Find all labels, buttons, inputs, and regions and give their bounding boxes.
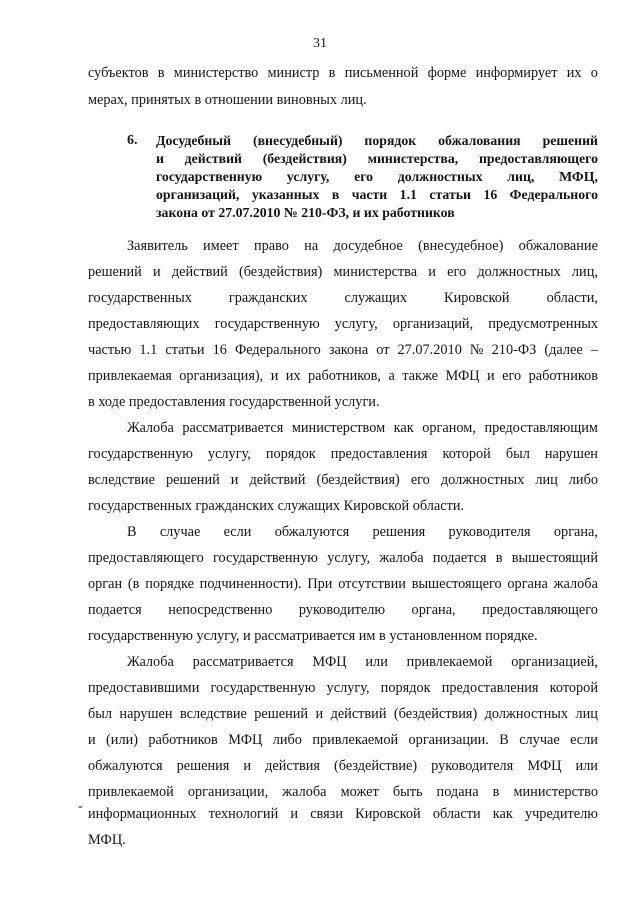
word: их <box>566 65 582 81</box>
word: предоставляющего <box>478 151 598 166</box>
body-line <box>127 237 598 255</box>
word: руководителя <box>431 758 514 774</box>
body-line <box>88 805 598 823</box>
word: (внесудебный) <box>252 133 343 148</box>
section-heading-line <box>156 186 598 204</box>
word: подчиненности). <box>199 576 302 592</box>
word: решения <box>176 758 230 774</box>
word: которой <box>549 680 598 696</box>
word: 16 <box>483 187 498 202</box>
word: Жалоба <box>127 654 174 670</box>
word: если <box>570 732 598 748</box>
word: должностных <box>484 706 569 722</box>
word: был <box>88 706 113 722</box>
section-number: 6. <box>127 133 138 148</box>
word: действий <box>184 151 242 166</box>
word: отсутствии <box>338 576 406 592</box>
word: организация), <box>179 368 264 384</box>
word: 1.1 <box>399 187 417 202</box>
word: жалоба <box>379 550 424 566</box>
word: МФЦ, <box>559 169 598 184</box>
word: статьи <box>165 342 205 358</box>
body-line <box>88 601 598 619</box>
word: его <box>502 368 522 384</box>
word: министр <box>267 65 320 81</box>
body-line <box>88 64 598 82</box>
body-line <box>88 575 598 593</box>
body-line: государственную услугу, и рассматривается им в установленном порядке. <box>88 628 538 644</box>
body-line: мерах, принятых в отношении виновных лиц. <box>88 92 367 108</box>
section-heading-line <box>156 150 598 168</box>
word: в <box>328 65 336 81</box>
word: и <box>243 758 252 774</box>
word: обжалование <box>518 238 598 254</box>
word: непосредственно <box>168 602 273 618</box>
word: вышестоящий <box>511 550 598 566</box>
word: В <box>127 524 137 540</box>
word: государственную <box>214 316 320 332</box>
word: порядок <box>364 133 417 148</box>
word: государственную <box>213 550 318 566</box>
word: и <box>156 151 164 166</box>
body-line <box>88 757 598 775</box>
body-line: государственных гражданских служащих Кировской области. <box>88 498 465 514</box>
word: решений <box>254 706 309 722</box>
word: служащих <box>344 290 408 306</box>
body-line <box>88 341 598 359</box>
word: решения <box>372 524 426 540</box>
word: обжалуются <box>88 758 163 774</box>
word: может <box>340 784 379 800</box>
word: либо <box>568 472 598 488</box>
word: решений <box>165 472 220 488</box>
word: его <box>447 264 467 280</box>
word: Федерального <box>509 187 598 202</box>
word: действий <box>171 264 228 280</box>
word: и <box>230 472 239 488</box>
body-line: МФЦ. <box>88 832 126 848</box>
body-line <box>88 471 598 489</box>
word: привлекаемая <box>88 368 172 384</box>
word: и <box>153 264 161 280</box>
word: (или) <box>106 732 139 748</box>
word: указанных <box>251 187 320 202</box>
word: обжалуются <box>274 524 350 540</box>
word: имеет <box>203 238 239 254</box>
word: должностных <box>477 264 561 280</box>
word: действия <box>265 758 320 774</box>
body-line <box>88 731 598 749</box>
word: о <box>590 65 598 81</box>
word: руководителю <box>298 602 386 618</box>
word: государственную <box>88 446 193 462</box>
word: работников <box>148 732 218 748</box>
word: области <box>432 806 481 822</box>
word: 27.07.2010 <box>397 342 462 358</box>
word: досудебное <box>333 238 403 254</box>
body-line <box>127 653 598 671</box>
word: рассматривается <box>192 654 294 670</box>
word: министерством <box>291 420 386 436</box>
word: жалоба <box>553 576 598 592</box>
word: услугу, <box>327 550 371 566</box>
word: на <box>304 238 319 254</box>
word: и <box>290 806 299 822</box>
word: привлекаемой <box>406 654 493 670</box>
section-heading-line: закона от 27.07.2010 № 210-ФЗ, и их работников <box>156 205 455 220</box>
word: Кировской <box>355 806 421 822</box>
word: организации. <box>408 732 489 748</box>
word: должностных <box>440 472 525 488</box>
word: подается <box>432 550 487 566</box>
word: 16 <box>212 342 227 358</box>
word: и <box>428 264 436 280</box>
body-line <box>88 289 598 307</box>
word: предоставляющих <box>88 316 200 332</box>
word: информирует <box>475 65 558 81</box>
word: случае <box>519 732 560 748</box>
word: (в <box>127 576 140 592</box>
body-line: в ходе предоставления государственной услуги. <box>88 394 380 410</box>
word: информационных <box>88 806 197 822</box>
word: работников <box>528 368 598 384</box>
word: подается <box>88 602 142 618</box>
word: предоставления <box>330 446 428 462</box>
word: от <box>376 342 390 358</box>
word: МФЦ <box>445 368 480 384</box>
word: право <box>253 238 289 254</box>
body-line <box>88 315 598 333</box>
word: 1.1 <box>139 342 158 358</box>
word: рассматривается <box>182 420 284 436</box>
word: части <box>351 187 388 202</box>
word: вышестоящего <box>411 576 502 592</box>
word: органа, <box>553 524 598 540</box>
word: в <box>495 550 503 566</box>
body-line <box>88 367 598 385</box>
word: (бездействие) <box>333 758 418 774</box>
word: государственных <box>88 290 192 306</box>
word: порядке <box>145 576 194 592</box>
word: статьи <box>429 187 471 202</box>
word: № <box>469 342 484 358</box>
margin-mark: - <box>78 799 83 814</box>
word: также <box>402 368 438 384</box>
word: в <box>331 187 340 202</box>
word: предоставления <box>441 680 539 696</box>
word: или <box>365 654 388 670</box>
word: орган <box>88 576 123 592</box>
word: их <box>285 368 301 384</box>
section-heading-line <box>156 168 598 186</box>
word: органа, <box>411 602 456 618</box>
word: лиц <box>535 472 558 488</box>
word: Жалоба <box>127 420 174 436</box>
word: обжалования <box>438 133 521 148</box>
word: услугу, <box>207 446 251 462</box>
word: частью <box>88 342 132 358</box>
word: организаций, <box>392 316 474 332</box>
body-line <box>88 549 598 567</box>
word: организаций, <box>156 187 240 202</box>
body-line <box>88 783 598 801</box>
word: которой <box>442 446 491 462</box>
word: Федерального <box>234 342 321 358</box>
word: решений <box>88 264 142 280</box>
word: организацией, <box>511 654 598 670</box>
body-line <box>88 445 598 463</box>
page-number: 31 <box>313 36 327 51</box>
word: нарушен <box>119 706 173 722</box>
word: решений <box>542 133 598 148</box>
word: предоставляющим <box>484 420 598 436</box>
word: субъектов <box>88 65 149 81</box>
word: предоставившими <box>88 680 200 696</box>
word: предоставляющего <box>88 550 204 566</box>
word: в <box>492 784 500 800</box>
word: был <box>505 446 530 462</box>
word: учредителю <box>524 806 598 822</box>
word: государственную <box>210 680 316 696</box>
word: (бездействия) <box>238 264 323 280</box>
word: а <box>388 368 395 384</box>
word: его <box>354 169 374 184</box>
word: нарушен <box>544 446 598 462</box>
word: или <box>575 758 598 774</box>
word: если <box>223 524 252 540</box>
word: услугу, <box>326 680 370 696</box>
word: Досудебный <box>156 133 232 148</box>
word: форме <box>427 65 467 81</box>
word: порядок <box>380 680 431 696</box>
word: действий <box>249 472 306 488</box>
word: лиц <box>575 706 598 722</box>
word: технологий <box>208 806 279 822</box>
word: либо <box>272 732 302 748</box>
word: органа <box>507 576 548 592</box>
body-line <box>88 705 598 723</box>
body-line <box>88 679 598 697</box>
word: как <box>393 420 414 436</box>
word: (далее <box>544 342 583 358</box>
word: работников, <box>308 368 382 384</box>
word: закона <box>328 342 369 358</box>
word: министерства <box>333 264 418 280</box>
word: МФЦ <box>312 654 347 670</box>
word: гражданских <box>228 290 308 306</box>
word: органом, <box>422 420 476 436</box>
word: быть <box>392 784 423 800</box>
body-line <box>127 419 598 437</box>
word: должностных <box>397 169 483 184</box>
word: привлекаемой <box>88 784 174 800</box>
word: связи <box>310 806 343 822</box>
word: (внесудебное) <box>418 238 504 254</box>
word: лиц, <box>507 169 535 184</box>
word: руководителя <box>448 524 531 540</box>
body-line <box>88 263 598 281</box>
word: услугу, <box>334 316 378 332</box>
word: В <box>499 732 509 748</box>
word: предоставляющего <box>482 602 598 618</box>
word: МФЦ <box>228 732 263 748</box>
word: (бездействия) <box>262 151 347 166</box>
word: и <box>487 368 495 384</box>
word: и <box>88 732 96 748</box>
word: случае <box>159 524 201 540</box>
word: (бездействия) <box>316 472 400 488</box>
word: министерство <box>513 784 598 800</box>
word: Кировской <box>444 290 510 306</box>
word: действий <box>330 706 387 722</box>
word: (бездействия) <box>393 706 478 722</box>
word: письменной <box>344 65 419 81</box>
word: как <box>492 806 513 822</box>
word: привлекаемой <box>312 732 399 748</box>
word: в <box>157 65 165 81</box>
word: – <box>590 342 598 358</box>
word: 210-ФЗ <box>491 342 537 358</box>
word: подана <box>436 784 479 800</box>
word: жалоба <box>282 784 327 800</box>
word: Заявитель <box>127 238 188 254</box>
word: министерство <box>173 65 259 81</box>
word: вследствие <box>179 706 247 722</box>
word: лиц, <box>571 264 598 280</box>
word: вследствие <box>88 472 155 488</box>
word: МФЦ <box>527 758 562 774</box>
word: услугу, <box>286 169 330 184</box>
body-line <box>127 523 598 541</box>
word: порядок <box>265 446 316 462</box>
word: области, <box>546 290 598 306</box>
word: При <box>307 576 333 592</box>
word: предусмотренных <box>488 316 598 332</box>
word: и <box>270 368 279 384</box>
section-heading-line <box>156 132 598 150</box>
word: его <box>410 472 430 488</box>
word: организации, <box>187 784 269 800</box>
word: государственную <box>156 169 263 184</box>
word: министерства, <box>367 151 459 166</box>
word: и <box>315 706 324 722</box>
